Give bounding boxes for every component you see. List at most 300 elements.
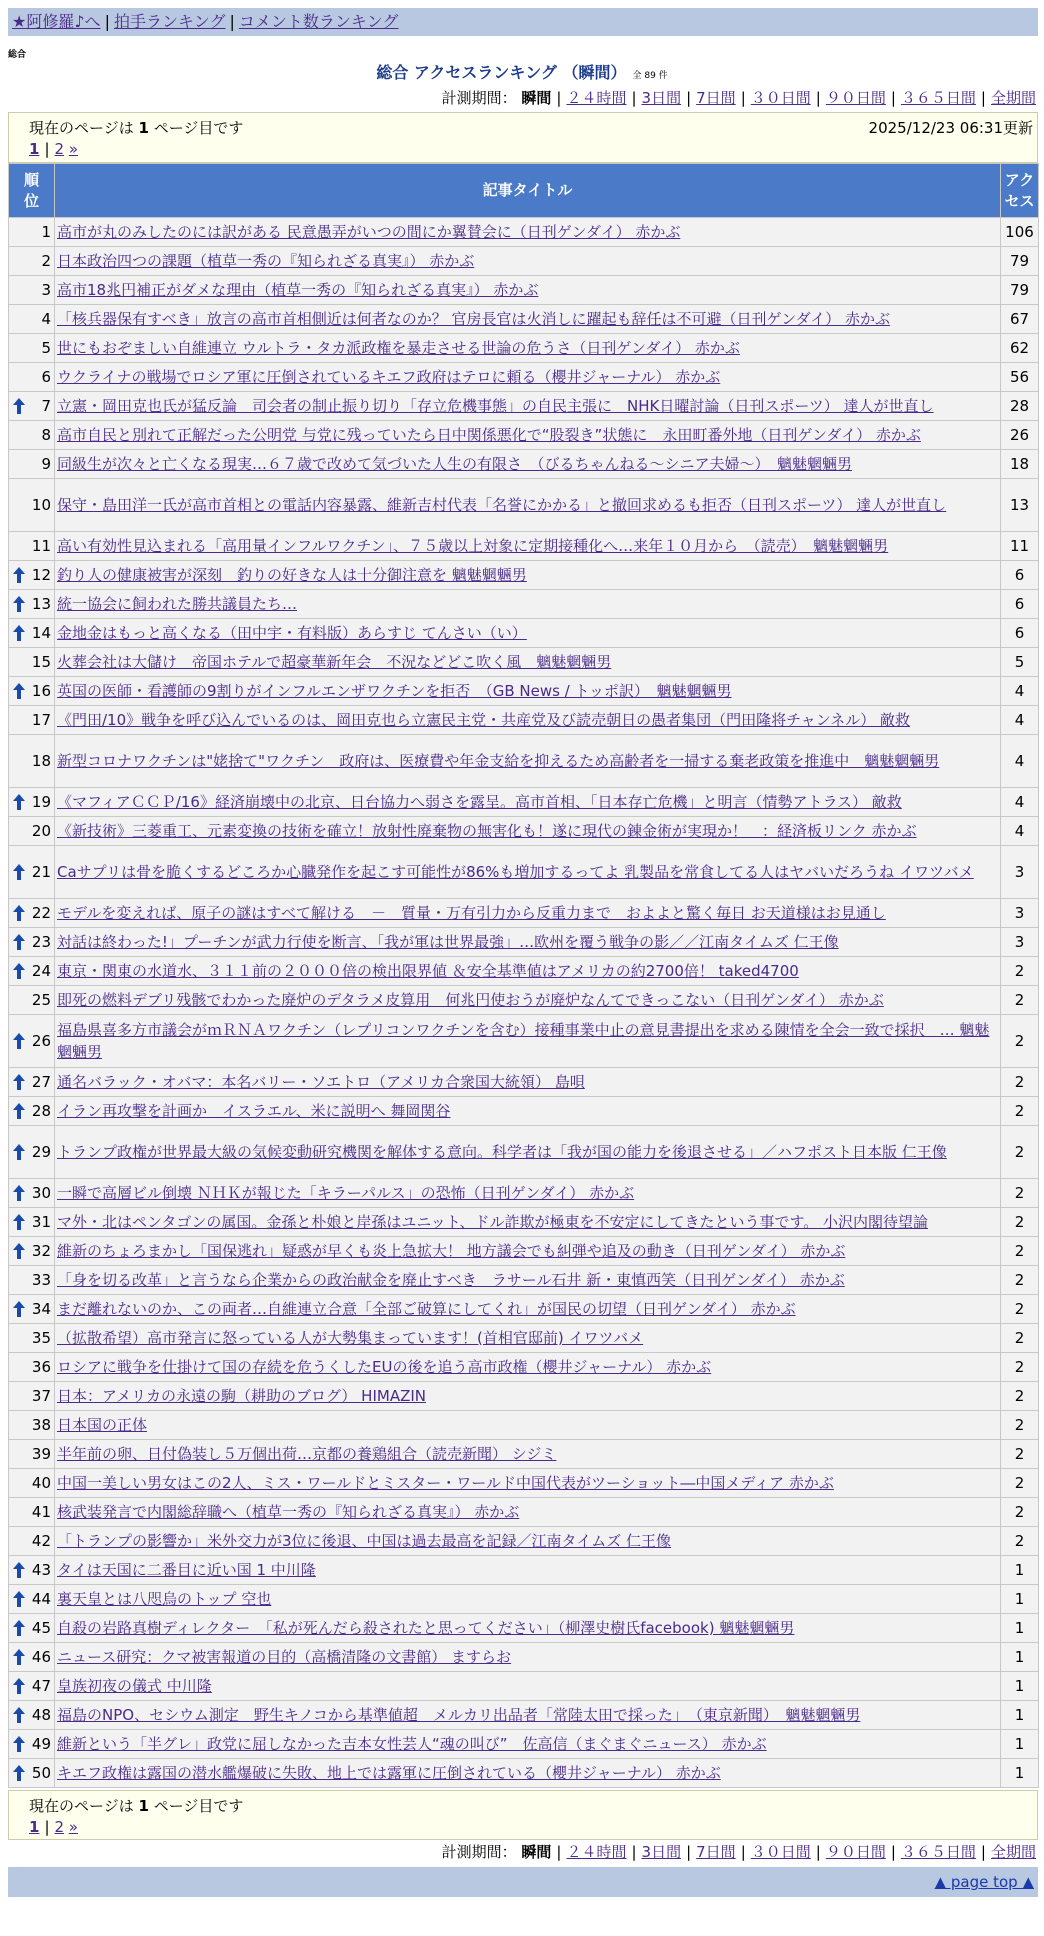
table-row <box>9 1498 1039 1527</box>
table-row <box>9 1015 1039 1068</box>
article-title-link[interactable]: 立憲・岡田克也氏が猛反論 司会者の制止振り切り「存立危機事態」の自民主張に NHK日曜討論（日刊スポーツ） 達人が世直し <box>57 397 934 415</box>
table-row <box>9 590 1039 619</box>
title-cell <box>55 1179 1001 1208</box>
title-cell <box>55 1498 1001 1527</box>
table-row <box>9 1295 1039 1324</box>
table-row <box>9 899 1039 928</box>
article-title-link[interactable]: 高市18兆円補正がダメな理由（植草一秀の『知られざる真実』） 赤かぶ <box>57 281 539 299</box>
access-count: 2 <box>1001 1440 1039 1469</box>
total-count: 全 89 件 <box>632 71 668 81</box>
access-count: 67 <box>1001 305 1039 334</box>
title-cell <box>55 1411 1001 1440</box>
rank-number: 47 <box>31 1677 51 1695</box>
pager-top <box>8 112 1038 163</box>
rank-number: 20 <box>31 822 51 840</box>
rank-up-arrow-icon <box>13 1243 25 1259</box>
period-option-1[interactable]: 3日間 <box>641 1843 682 1861</box>
rank-up-arrow-icon <box>13 1620 25 1636</box>
article-title-link[interactable]: 日本国の正体 <box>57 1416 148 1434</box>
title-cell <box>55 1730 1001 1759</box>
period-option-5[interactable]: ３６５日間 <box>900 89 976 107</box>
rank-cell <box>9 590 55 619</box>
article-title-link[interactable]: 維新のちょろまかし「国保逃れ」疑惑が早くも炎上急拡大！ 地方議会でも糾弾や追及の動き（日刊ゲンダイ） 赤かぶ <box>57 1242 846 1260</box>
rank-number: 37 <box>31 1387 51 1405</box>
article-title-link[interactable]: 即死の燃料デブリ残骸でわかった廃炉のデタラメ皮算用 何兆円使おうが廃炉なんてできっこない（日刊ゲンダイ） 赤かぶ <box>57 991 884 1009</box>
access-count: 2 <box>1001 957 1039 986</box>
period-option-5[interactable]: ３６５日間 <box>900 1843 976 1861</box>
article-title-link[interactable]: 「身を切る改革」と言うなら企業からの政治献金を廃止すべき ラサール石井 新・東慎西笑（日刊ゲンダイ） 赤かぶ <box>57 1271 845 1289</box>
article-title-link[interactable]: 火葬会社は大儲け 帝国ホテルで超豪華新年会 不況などどこ吹く風 魑魅魍魎男 <box>57 653 612 671</box>
access-count: 5 <box>1001 648 1039 677</box>
rank-up-arrow-icon <box>13 1678 25 1694</box>
access-count: 1 <box>1001 1701 1039 1730</box>
access-count: 79 <box>1001 247 1039 276</box>
rank-cell <box>9 1126 55 1179</box>
table-row <box>9 1643 1039 1672</box>
rank-number: 21 <box>31 863 51 881</box>
title-cell <box>55 986 1001 1015</box>
period-separator: | <box>890 89 896 107</box>
rank-number: 5 <box>41 339 51 357</box>
rank-up-arrow-icon <box>13 1074 25 1090</box>
page-links <box>29 1818 78 1836</box>
title-cell <box>55 450 1001 479</box>
access-count: 6 <box>1001 561 1039 590</box>
rank-cell <box>9 1097 55 1126</box>
rank-up-arrow-icon <box>13 1707 25 1723</box>
rank-cell <box>9 450 55 479</box>
rank-number: 7 <box>41 397 51 415</box>
rank-number: 10 <box>31 496 51 514</box>
access-count: 18 <box>1001 450 1039 479</box>
title-cell <box>55 1585 1001 1614</box>
article-title-link[interactable]: 同級生が次々と亡くなる現実…６７歳で改めて気づいた人生の有限さ （びるちゃんねる〜シニア夫婦〜） 魑魅魍魎男 <box>57 455 853 473</box>
article-title-link[interactable]: 維新という「半グレ」政党に屈しなかった吉本女性芸人“魂の叫び” 佐高信（まぐまぐニュース） 赤かぶ <box>57 1735 767 1753</box>
rank-number: 15 <box>31 653 51 671</box>
access-count: 2 <box>1001 1208 1039 1237</box>
period-separator: | <box>686 89 692 107</box>
rank-cell <box>9 1068 55 1097</box>
title-cell <box>55 363 1001 392</box>
article-title-link[interactable]: 核武装発言で内閣総辞職へ（植草一秀の『知られざる真実』） 赤かぶ <box>57 1503 520 1521</box>
rank-number: 48 <box>31 1706 51 1724</box>
table-row <box>9 450 1039 479</box>
table-row <box>9 1266 1039 1295</box>
rank-cell <box>9 1469 55 1498</box>
rank-cell <box>9 1382 55 1411</box>
article-title-link[interactable]: 日本：アメリカの永遠の駒（耕助のブログ） HIMAZIN <box>57 1387 426 1405</box>
rank-cell <box>9 1730 55 1759</box>
article-title-link[interactable]: トランプ政権が世界最大級の気候変動研究機関を解体する意向。科学者は「我が国の能力を後退させる」／ハフポスト日本版 仁王像 <box>57 1143 947 1161</box>
rank-cell <box>9 276 55 305</box>
period-option-6[interactable]: 全期間 <box>990 1843 1036 1861</box>
page-title-text: 総合 アクセスランキング （瞬間） <box>376 63 627 82</box>
access-count: 1 <box>1001 1759 1039 1788</box>
article-title-link[interactable]: 高市自民と別れて正解だった公明党 与党に残っていたら日中関係悪化で“股裂き”状態に 永田町番外地（日刊ゲンダイ） 赤かぶ <box>57 426 921 444</box>
rank-up-arrow-icon <box>13 1185 25 1201</box>
rank-cell <box>9 986 55 1015</box>
rank-up-arrow-icon <box>13 963 25 979</box>
rank-number: 12 <box>31 566 51 584</box>
rank-cell <box>9 1614 55 1643</box>
table-row <box>9 334 1039 363</box>
title-cell <box>55 1440 1001 1469</box>
rank-cell <box>9 561 55 590</box>
rank-number: 24 <box>31 962 51 980</box>
access-count: 2 <box>1001 1295 1039 1324</box>
article-title-link[interactable]: ニュース研究：クマ被害報道の目的（高橋清隆の文書館） ますらお <box>57 1648 512 1666</box>
period-separator: | <box>980 89 986 107</box>
table-row <box>9 1411 1039 1440</box>
article-title-link[interactable]: Caサプリは骨を脆くするどころか心臓発作を起こす可能性が86%も増加するってよ 乳製品を常食してる人はヤバいだろうね イワツバメ <box>57 863 974 881</box>
rank-cell <box>9 648 55 677</box>
period-separator: | <box>980 1843 986 1861</box>
title-cell <box>55 735 1001 788</box>
table-row <box>9 735 1039 788</box>
title-cell <box>55 1015 1001 1068</box>
rank-number: 39 <box>31 1445 51 1463</box>
table-row <box>9 928 1039 957</box>
page-link-2[interactable]: 2 <box>54 140 65 158</box>
table-row <box>9 1759 1039 1788</box>
table-row <box>9 532 1039 561</box>
page-link-2[interactable]: 2 <box>54 1818 65 1836</box>
period-option-0[interactable]: ２４時間 <box>566 1843 627 1861</box>
table-row <box>9 276 1039 305</box>
rank-cell <box>9 957 55 986</box>
title-cell <box>55 590 1001 619</box>
article-title-link[interactable]: 対話は終わった!」プーチンが武力行使を断言、「我が軍は世界最強」…欧州を覆う戦争の影／／江南タイムズ 仁王像 <box>57 933 839 951</box>
article-title-link[interactable]: 一瞬で高層ビル倒壊 ＮＨＫが報じた「キラーパルス」の恐怖（日刊ゲンダイ） 赤かぶ <box>57 1184 635 1202</box>
table-row <box>9 421 1039 450</box>
header-rank: 順位 <box>9 164 55 218</box>
rank-number: 33 <box>31 1271 51 1289</box>
period-option-2[interactable]: 7日間 <box>696 89 736 107</box>
period-separator: | <box>631 89 637 107</box>
rank-number: 9 <box>41 455 51 473</box>
rank-number: 50 <box>31 1764 51 1782</box>
title-cell <box>55 1208 1001 1237</box>
rank-cell <box>9 305 55 334</box>
title-cell <box>55 928 1001 957</box>
rank-up-arrow-icon <box>13 398 25 414</box>
article-title-link[interactable]: タイは天国に二番目に近い国 1 中川隆 <box>57 1561 316 1579</box>
rank-number: 2 <box>41 252 51 270</box>
rank-number: 16 <box>31 682 51 700</box>
access-count: 1 <box>1001 1614 1039 1643</box>
access-count: 11 <box>1001 532 1039 561</box>
period-separator: | <box>890 1843 896 1861</box>
rank-cell <box>9 1643 55 1672</box>
table-row <box>9 706 1039 735</box>
title-cell <box>55 1068 1001 1097</box>
table-row <box>9 957 1039 986</box>
period-current: 瞬間 <box>521 89 552 107</box>
footer-bar <box>8 1867 1038 1897</box>
article-title-link[interactable]: キエフ政権は露国の潜水艦爆破に失敗、地上では露軍に圧倒されている（櫻井ジャーナル） 赤かぶ <box>57 1764 721 1782</box>
access-count: 6 <box>1001 619 1039 648</box>
rank-up-arrow-icon <box>13 567 25 583</box>
nav-separator: | <box>229 12 235 31</box>
rank-up-arrow-icon <box>13 794 25 810</box>
title-cell <box>55 1672 1001 1701</box>
title-cell <box>55 1469 1001 1498</box>
table-row <box>9 1469 1039 1498</box>
title-cell <box>55 899 1001 928</box>
header-title: 記事タイトル <box>55 164 1001 218</box>
period-option-4[interactable]: ９０日間 <box>825 89 886 107</box>
rank-number: 46 <box>31 1648 51 1666</box>
table-row <box>9 1126 1039 1179</box>
ranking-table <box>8 163 1039 1788</box>
article-title-link[interactable]: 金地金はもっと高くなる（田中宇・有料版）あらすじ てんさい（い） <box>57 624 527 642</box>
period-option-2[interactable]: 7日間 <box>696 1843 736 1861</box>
article-title-link[interactable]: 《マフィアＣＣＰ/16》経済崩壊中の北京、日台協力へ弱さを露呈。高市首相、「日本存亡危機」と明言（情勢アトラス） 敵救 <box>57 793 902 811</box>
period-option-3[interactable]: ３０日間 <box>750 1843 811 1861</box>
rank-number: 25 <box>31 991 51 1009</box>
access-count: 1 <box>1001 1556 1039 1585</box>
period-option-0[interactable]: ２４時間 <box>566 89 627 107</box>
access-count: 3 <box>1001 899 1039 928</box>
page-title <box>0 63 1044 86</box>
period-selector-bottom <box>442 1842 1036 1862</box>
table-row <box>9 619 1039 648</box>
period-option-6[interactable]: 全期間 <box>990 89 1036 107</box>
rank-number: 13 <box>31 595 51 613</box>
rank-number: 17 <box>31 711 51 729</box>
rank-up-arrow-icon <box>13 1301 25 1317</box>
article-title-link[interactable]: 中国一美しい男女はこの2人、ミス・ワールドとミスター・ワールド中国代表がツーショット―中国メディア 赤かぶ <box>57 1474 834 1492</box>
period-option-1[interactable]: 3日間 <box>641 89 682 107</box>
table-row <box>9 1324 1039 1353</box>
rank-up-arrow-icon <box>13 596 25 612</box>
article-title-link[interactable]: 高市が丸のみしたのには訳がある 民意愚弄がいつの間にか翼賛会に（日刊ゲンダイ） 赤かぶ <box>57 223 681 241</box>
title-cell <box>55 276 1001 305</box>
table-row <box>9 648 1039 677</box>
rank-cell <box>9 619 55 648</box>
title-cell <box>55 1295 1001 1324</box>
rank-cell <box>9 1353 55 1382</box>
table-row <box>9 305 1039 334</box>
article-title-link[interactable]: 半年前の卵、日付偽装し５万個出荷…京都の養鶏組合（読売新聞） シジミ <box>57 1445 557 1463</box>
article-title-link[interactable]: 裏天皇とは八咫烏のトップ 空也 <box>57 1590 272 1608</box>
nav-link-clap-ranking[interactable]: 拍手ランキング <box>113 12 226 31</box>
article-title-link[interactable]: モデルを変えれば、原子の謎はすべて解ける － 質量・万有引力から反重力まで およよと驚く毎日 お天道様はお見通し <box>57 904 886 922</box>
rank-number: 43 <box>31 1561 51 1579</box>
table-row <box>9 1208 1039 1237</box>
period-separator: | <box>631 1843 637 1861</box>
article-title-link[interactable]: 自殺の岩路真樹ディレクター 「私が死んだら殺されたと思ってください」（柳澤史樹氏facebook) 魑魅魍魎男 <box>57 1619 795 1637</box>
article-title-link[interactable]: ロシアに戦争を仕掛けて国の存続を危うくしたEUの後を追う高市政権（櫻井ジャーナル） 赤かぶ <box>57 1358 712 1376</box>
rank-up-arrow-icon <box>13 864 25 880</box>
access-count: 3 <box>1001 928 1039 957</box>
table-row <box>9 846 1039 899</box>
article-title-link[interactable]: ウクライナの戦場でロシア軍に圧倒されているキエフ政府はテロに頼る（櫻井ジャーナル） 赤かぶ <box>57 368 721 386</box>
access-count: 1 <box>1001 1643 1039 1672</box>
table-row <box>9 392 1039 421</box>
period-current: 瞬間 <box>521 1843 552 1861</box>
rank-cell <box>9 788 55 817</box>
title-cell <box>55 817 1001 846</box>
rank-cell <box>9 928 55 957</box>
rank-up-arrow-icon <box>13 1562 25 1578</box>
rank-number: 35 <box>31 1329 51 1347</box>
period-option-4[interactable]: ９０日間 <box>825 1843 886 1861</box>
access-count: 2 <box>1001 1179 1039 1208</box>
page-top-link[interactable]: ▲ page top ▲ <box>934 1873 1034 1891</box>
rank-cell <box>9 392 55 421</box>
rank-number: 27 <box>31 1073 51 1091</box>
article-title-link[interactable]: イラン再攻撃を計画か イスラエル、米に説明へ 舞岡関谷 <box>57 1102 451 1120</box>
table-row <box>9 1097 1039 1126</box>
article-title-link[interactable]: 通名バラック・オバマ：本名バリー・ソエトロ（アメリカ合衆国大統領） 島唄 <box>57 1073 585 1091</box>
rank-number: 14 <box>31 624 51 642</box>
rank-up-arrow-icon <box>13 683 25 699</box>
top-nav <box>8 8 1038 36</box>
access-count: 2 <box>1001 1353 1039 1382</box>
current-page-number: 1 <box>138 1797 149 1815</box>
period-separator: | <box>740 89 746 107</box>
title-cell <box>55 1382 1001 1411</box>
nav-link-asyura[interactable]: ★阿修羅♪へ <box>12 12 101 31</box>
title-cell <box>55 1701 1001 1730</box>
article-title-link[interactable]: 《門田/10》戦争を呼び込んでいるのは、岡田克也ら立憲民主党・共産党及び読売朝日の愚者集団（門田隆将チャンネル） 敵救 <box>57 711 911 729</box>
rank-cell <box>9 247 55 276</box>
article-title-link[interactable]: 「核兵器保有すべき」放言の高市首相側近は何者なのか？ 官房長官は火消しに躍起も辞任は不可避（日刊ゲンダイ） 赤かぶ <box>57 310 891 328</box>
article-title-link[interactable]: 高い有効性見込まれる「高用量インフルワクチン」、７５歳以上対象に定期接種化へ…来年１０月から （読売） 魑魅魍魎男 <box>57 537 889 555</box>
rank-cell <box>9 334 55 363</box>
access-count: 3 <box>1001 846 1039 899</box>
article-title-link[interactable]: 福島のNPO、セシウム測定 野生キノコから基準値超 メルカリ出品者「常陸太田で採った」 （東京新聞） 魑魅魍魎男 <box>57 1706 861 1724</box>
rank-number: 23 <box>31 933 51 951</box>
title-cell <box>55 1126 1001 1179</box>
title-cell <box>55 561 1001 590</box>
article-title-link[interactable]: 英国の医師・看護師の9割りがインフルエンザワクチンを拒否 （GB News / トッポ訳） 魑魅魍魎男 <box>57 682 732 700</box>
article-title-link[interactable]: 釣り人の健康被害が深刻 釣りの好きな人は十分御注意を 魑魅魍魎男 <box>57 566 527 584</box>
article-title-link[interactable]: 皇族初夜の儀式 中川隆 <box>57 1677 212 1695</box>
table-row <box>9 1440 1039 1469</box>
access-count: 106 <box>1001 218 1039 247</box>
rank-number: 28 <box>31 1102 51 1120</box>
title-cell <box>55 218 1001 247</box>
rank-number: 36 <box>31 1358 51 1376</box>
access-count: 2 <box>1001 1324 1039 1353</box>
rank-cell <box>9 735 55 788</box>
access-count: 13 <box>1001 479 1039 532</box>
title-cell <box>55 305 1001 334</box>
article-title-link[interactable]: 新型コロナワクチンは"姥捨て"ワクチン 政府は、医療費や年金支給を抑えるため高齢者を一掃する棄老政策を推進中 魑魅魍魎男 <box>57 752 940 770</box>
title-cell <box>55 247 1001 276</box>
rank-up-arrow-icon <box>13 1103 25 1119</box>
article-title-link[interactable]: 福島県喜多方市議会がｍＲＮＡワクチン（レプリコンワクチンを含む）接種事業中止の意見書提出を求める陳情を全会一致で採択 … 魑魅魍魎男 <box>57 1021 990 1061</box>
article-title-link[interactable]: （拡散希望）高市発言に怒っている人が大勢集まっています！(首相官邸前) イワツバメ <box>57 1329 644 1347</box>
rank-number: 1 <box>41 223 51 241</box>
article-title-link[interactable]: 統一協会に飼われた勝共議員たち… <box>57 595 298 613</box>
rank-number: 34 <box>31 1300 51 1318</box>
rank-number: 26 <box>31 1032 51 1050</box>
table-row <box>9 986 1039 1015</box>
access-count: 56 <box>1001 363 1039 392</box>
table-row <box>9 1353 1039 1382</box>
table-row <box>9 1672 1039 1701</box>
nav-link-comment-ranking[interactable]: コメント数ランキング <box>238 12 399 31</box>
current-page-text: 現在のページは 1 ページ目です <box>29 1797 244 1815</box>
title-cell <box>55 1614 1001 1643</box>
rank-number: 4 <box>41 310 51 328</box>
article-title-link[interactable]: 世にもおぞましい自維連立 ウルトラ・タカ派政権を暴走させる世論の危うさ（日刊ゲンダイ） 赤かぶ <box>57 339 740 357</box>
rank-number: 18 <box>31 752 51 770</box>
rank-cell <box>9 1672 55 1701</box>
title-cell <box>55 1643 1001 1672</box>
table-row <box>9 817 1039 846</box>
article-title-link[interactable]: マ外・北はペンタゴンの属国。金孫と朴娘と岸孫はユニット、ドル詐欺が極東を不安定にしてきたという事です。 小沢内閣待望論 <box>57 1213 929 1231</box>
rank-number: 19 <box>31 793 51 811</box>
table-row <box>9 1179 1039 1208</box>
access-count: 2 <box>1001 1237 1039 1266</box>
access-count: 62 <box>1001 334 1039 363</box>
access-count: 4 <box>1001 706 1039 735</box>
table-row <box>9 677 1039 706</box>
page-next-link[interactable]: » <box>68 140 79 158</box>
period-separator: | <box>815 89 821 107</box>
table-row <box>9 788 1039 817</box>
access-count: 2 <box>1001 986 1039 1015</box>
access-count: 2 <box>1001 1126 1039 1179</box>
table-row <box>9 1556 1039 1585</box>
rank-cell <box>9 1527 55 1556</box>
title-cell <box>55 334 1001 363</box>
table-row <box>9 561 1039 590</box>
rank-number: 41 <box>31 1503 51 1521</box>
rank-cell <box>9 1411 55 1440</box>
title-cell <box>55 1266 1001 1295</box>
rank-cell <box>9 677 55 706</box>
rank-cell <box>9 1556 55 1585</box>
period-option-3[interactable]: ３０日間 <box>750 89 811 107</box>
rank-up-arrow-icon <box>13 1591 25 1607</box>
access-count: 4 <box>1001 817 1039 846</box>
rank-up-arrow-icon <box>13 1736 25 1752</box>
rank-number: 8 <box>41 426 51 444</box>
access-count: 79 <box>1001 276 1039 305</box>
article-title-link[interactable]: 保守・島田洋一氏が高市首相との電話内容暴露、維新吉村代表「名誉にかかる」と撤回求めるも拒否（日刊スポーツ） 達人が世直し <box>57 496 947 514</box>
rank-cell <box>9 1179 55 1208</box>
rank-cell <box>9 1266 55 1295</box>
title-cell <box>55 392 1001 421</box>
period-separator: | <box>686 1843 692 1861</box>
article-title-link[interactable]: 《新技術》三菱重工、元素変換の技術を確立！放射性廃棄物の無害化も！遂に現代の錬金術が実現か！ ：経済板リンク 赤かぶ <box>57 822 917 840</box>
article-title-link[interactable]: まだ離れないのか、この両者…自維連立合意「全部ご破算にしてくれ」が国民の切望（日刊ゲンダイ） 赤かぶ <box>57 1300 796 1318</box>
title-cell <box>55 677 1001 706</box>
title-cell <box>55 1353 1001 1382</box>
table-row <box>9 1237 1039 1266</box>
rank-number: 49 <box>31 1735 51 1753</box>
access-count: 4 <box>1001 677 1039 706</box>
article-title-link[interactable]: 「トランプの影響か」米外交力が3位に後退、中国は過去最高を記録／江南タイムズ 仁王像 <box>57 1532 672 1550</box>
rank-up-arrow-icon <box>13 625 25 641</box>
page-link-1[interactable]: 1 <box>29 1818 40 1836</box>
page-next-link[interactable]: » <box>68 1818 79 1836</box>
title-cell <box>55 421 1001 450</box>
rank-cell <box>9 1440 55 1469</box>
title-cell <box>55 1097 1001 1126</box>
access-count: 2 <box>1001 1097 1039 1126</box>
title-cell <box>55 706 1001 735</box>
current-page-number: 1 <box>138 119 149 137</box>
page-link-1[interactable]: 1 <box>29 140 40 158</box>
article-title-link[interactable]: 日本政治四つの課題（植草一秀の『知られざる真実』） 赤かぶ <box>57 252 475 270</box>
article-title-link[interactable]: 東京・関東の水道水、３１１前の２０００倍の検出限界値 ＆安全基準値はアメリカの約2700倍！ taked4700 <box>57 962 799 980</box>
